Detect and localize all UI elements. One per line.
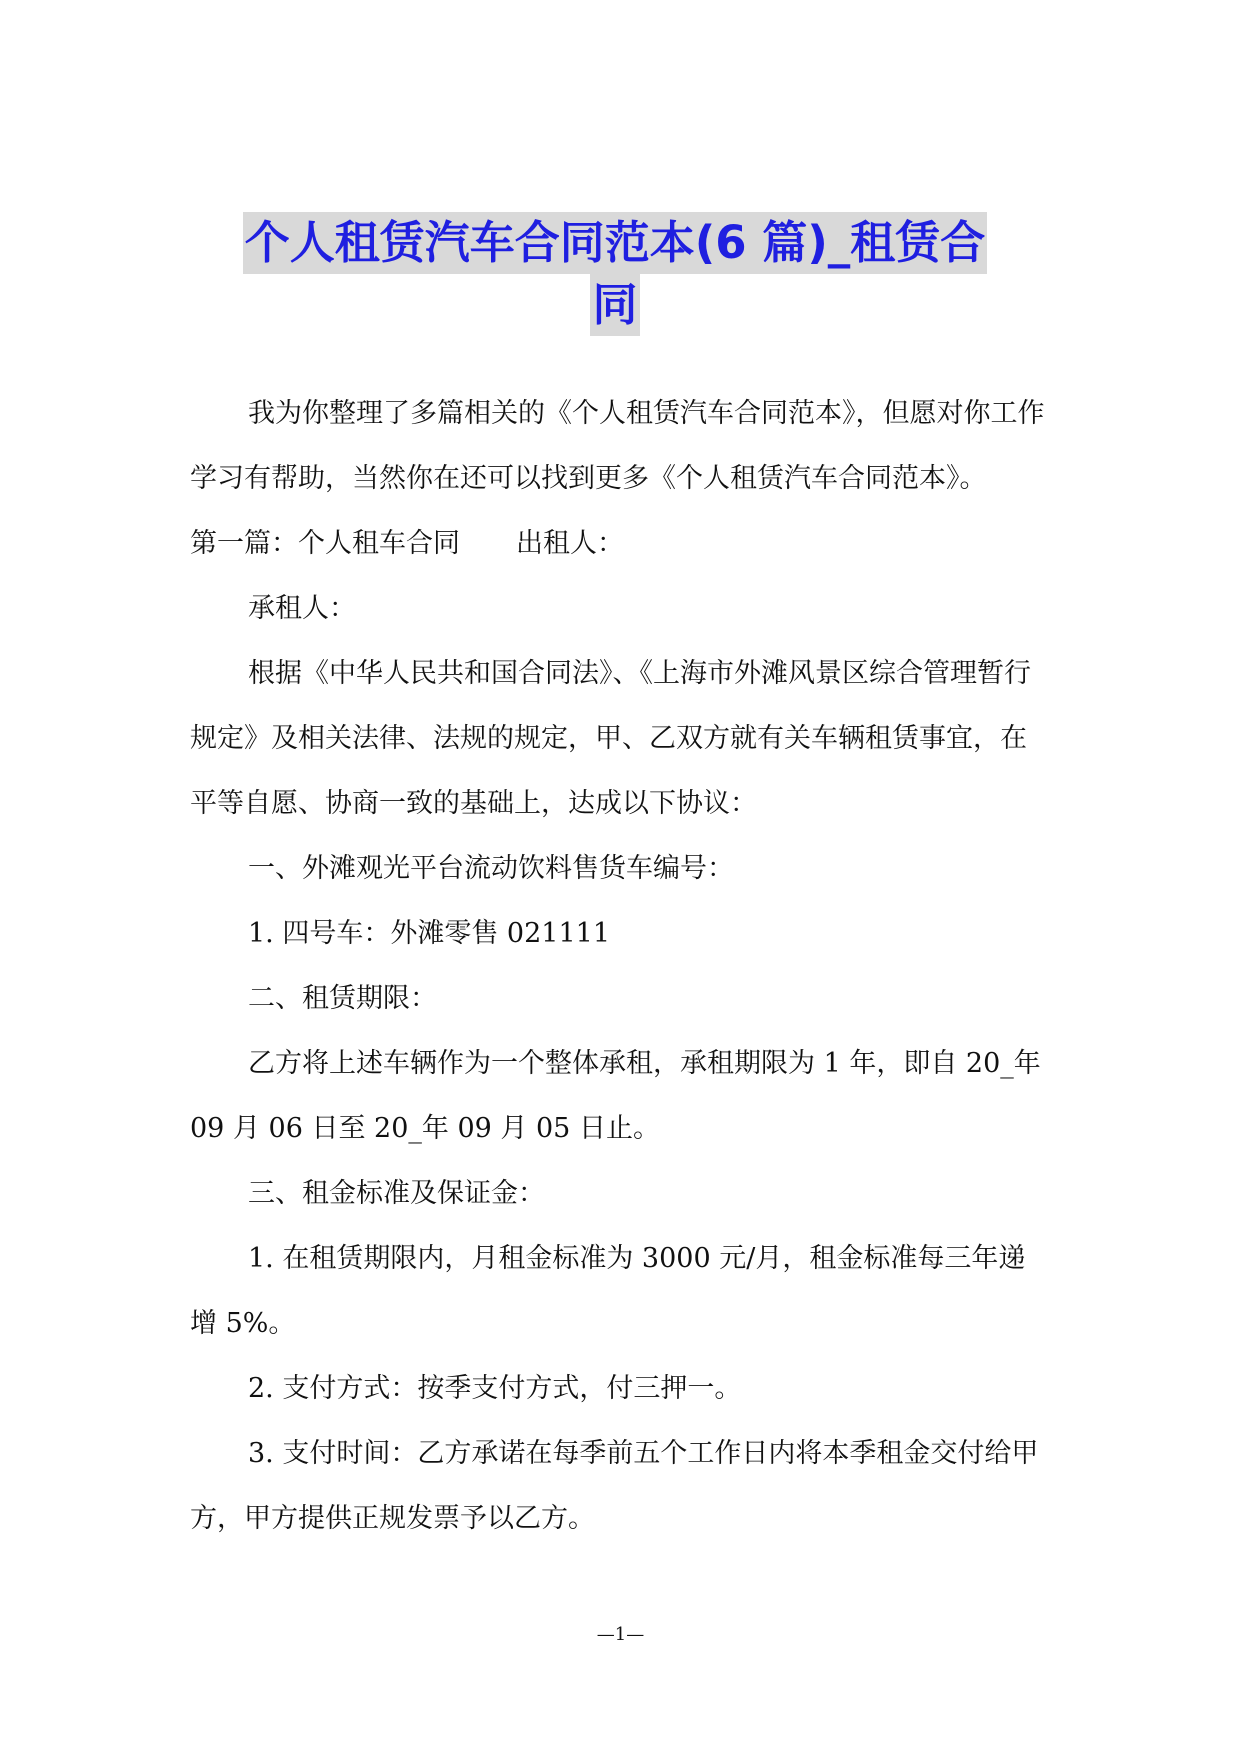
section-heading-line [190,511,1050,576]
clause-1-item-1: 1. 四号车：外滩零售 021111 [248,918,610,949]
title-line-2: 同 [590,274,639,336]
intro-paragraph: 我为你整理了多篇相关的《个人租赁汽车合同范本》，但愿对你工作学习有帮助，当然你在还可以找到更多《个人租赁汽车合同范本》。 [190,398,1045,494]
clause-3-title: 三、租金标准及保证金： [248,1178,545,1209]
clause-2-text: 乙方将上述车辆作为一个整体承租，承租期限为 1 年，即自 20_年 09 月 06 日至 20_年 09 月 05 日止。 [190,1048,1041,1144]
clause-3-item-3: 3. 支付时间：乙方承诺在每季前五个工作日内将本季租金交付给甲方，甲方提供正规发票予以乙方。 [190,1438,1039,1534]
clause-1-title: 一、外滩观光平台流动饮料售货车编号： [248,853,734,884]
clause-3-item-2: 2. 支付方式：按季支付方式，付三押一。 [248,1373,742,1404]
lessor-label: 出租人： [516,528,624,559]
clause-3-item-1: 1. 在租赁期限内，月租金标准为 3000 元/月，租金标准每三年递增 5%。 [190,1243,1026,1339]
title-line-1: 个人租赁汽车合同范本(6 篇)_租赁合 [243,212,988,274]
section-heading: 第一篇：个人租车合同 [190,528,460,559]
basis-paragraph: 根据《中华人民共和国合同法》、《上海市外滩风景区综合管理暂行规定》及相关法律、法规的规定，甲、乙双方就有关车辆租赁事宜，在平等自愿、协商一致的基础上，达成以下协议： [190,658,1031,819]
page-number: —1— [596,1624,645,1645]
lessee-label: 承租人： [248,593,356,624]
document-body [190,381,1050,1551]
document-title [190,212,1040,336]
clause-2-title: 二、租赁期限： [248,983,437,1014]
